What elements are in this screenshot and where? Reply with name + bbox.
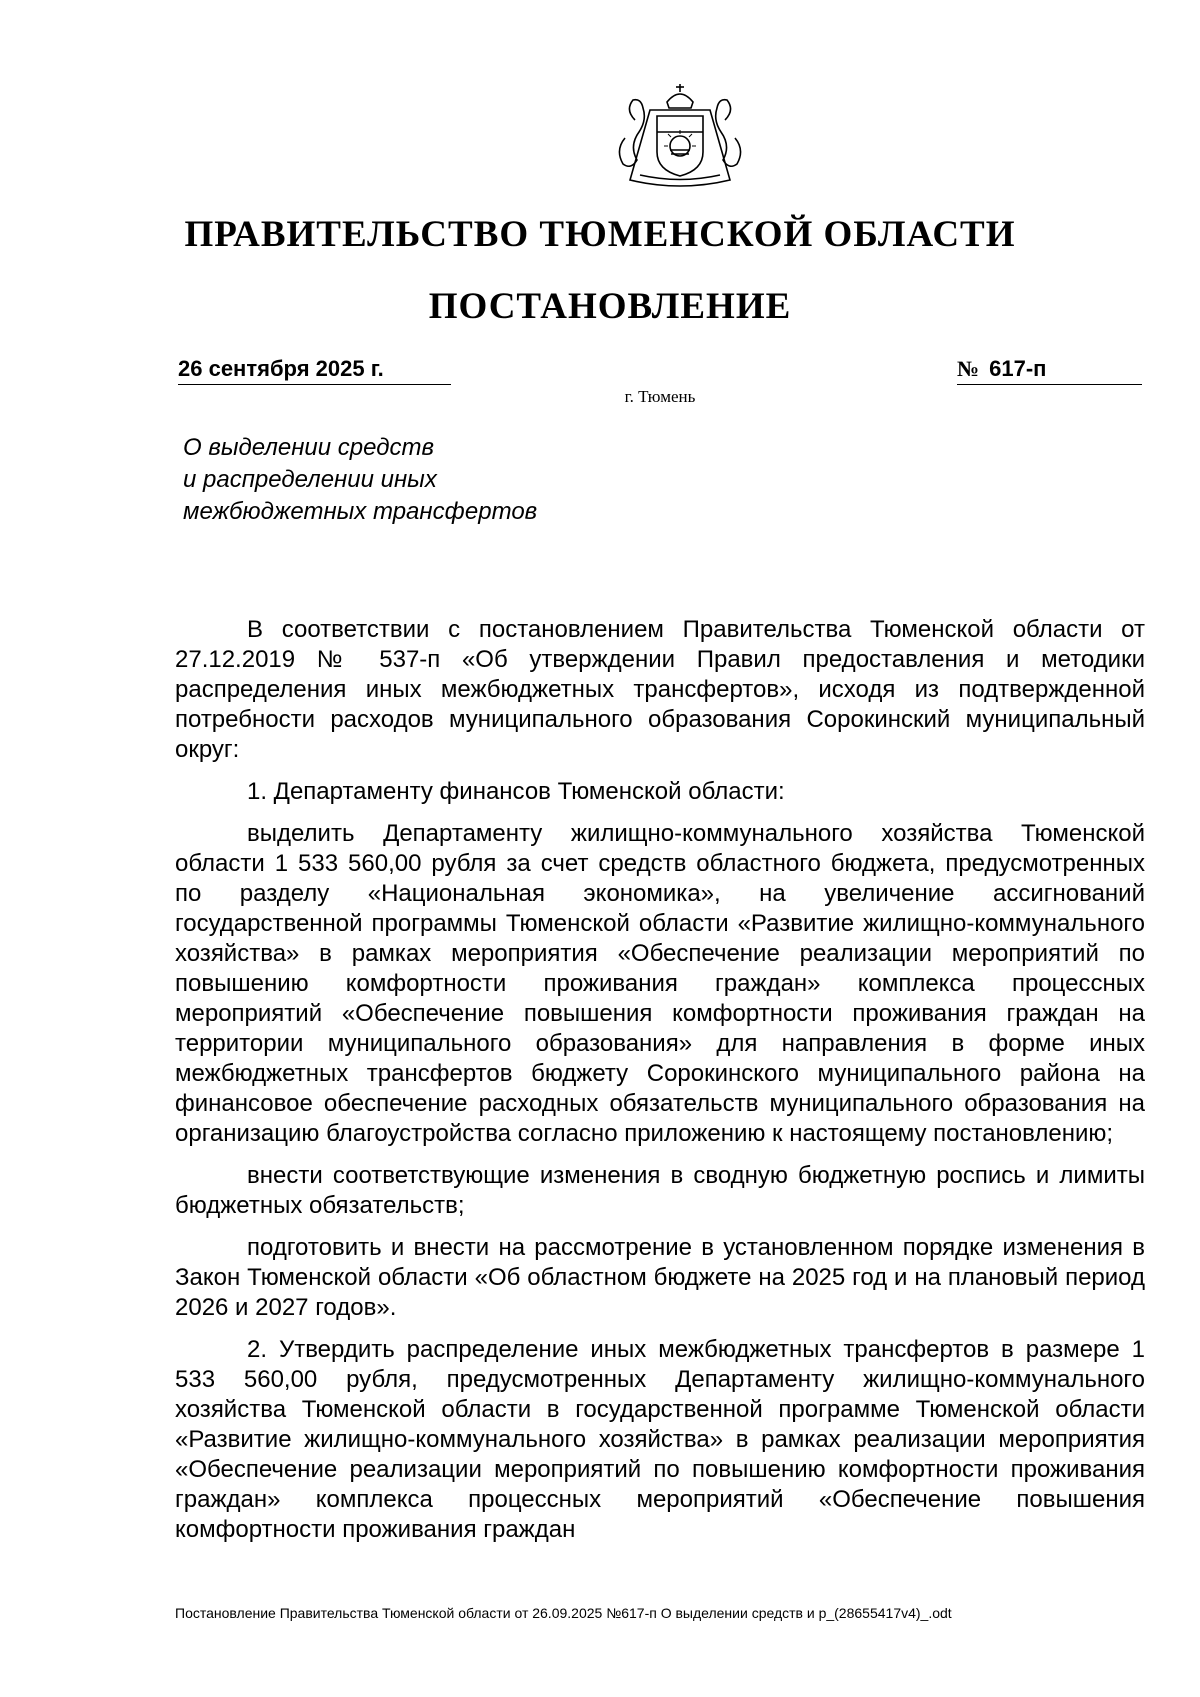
paragraph: внести соответствующие изменения в сводную бюджетную роспись и лимиты бюджетных обязательств; xyxy=(175,1162,1145,1219)
city-name: г. Тюмень xyxy=(624,387,696,406)
subject-line: О выделении средств xyxy=(183,434,435,461)
paragraph: подготовить и внести на рассмотрение в установленном порядке изменения в Закон Тюменской области «Об областном бюджете на 2025 год и на плановый период 2026 и 2027 годов». xyxy=(175,1234,1145,1321)
paragraph: В соответствии с постановлением Правительства Тюменской области от 27.12.2019 № 537-п «Об утверждении Правил предоставления и методики распределения иных межбюджетных трансфертов», исходя из подтвержденной потребности расходов муниципального образования Сорокинский муниципальный округ: xyxy=(175,616,1145,763)
document-subject xyxy=(183,432,633,528)
subject-line: межбюджетных трансфертов xyxy=(183,498,538,525)
page-footer: Постановление Правительства Тюменской области от 26.09.2025 №617-п О выделении средств и р_(28655417v4)_.odt xyxy=(175,1605,952,1621)
document-date: 26 сентября 2025 г. xyxy=(178,356,451,385)
paragraph: 2. Утвердить распределение иных межбюджетных трансфертов в размере 1 533 560,00 рубля, предусмотренных Департаменту жилищно-коммунального хозяйства Тюменской области в государственной программе Тюменской области «Развитие жилищно-коммунального хозяйства» в рамках реализации мероприятия «Обеспечение реализации мероприятий по повышению комфортности проживания граждан» комплекса процессных мероприятий «Обеспечение повышения комфортности проживания граждан xyxy=(175,1336,1145,1543)
document-type-title: ПОСТАНОВЛЕНИЕ xyxy=(428,286,792,327)
document-number: 617-п xyxy=(989,356,1047,381)
coat-of-arms-emblem xyxy=(595,80,765,200)
paragraph: 1. Департаменту финансов Тюменской области: xyxy=(247,778,785,805)
organization-title: ПРАВИТЕЛЬСТВО ТЮМЕНСКОЙ ОБЛАСТИ xyxy=(184,214,1016,255)
subject-line: и распределении иных xyxy=(183,466,437,493)
document-body xyxy=(175,615,1145,1557)
document-number-line xyxy=(957,356,1142,385)
paragraph: выделить Департаменту жилищно-коммунального хозяйства Тюменской области 1 533 560,00 рубля за счет средств областного бюджета, предусмотренных по разделу «Национальная экономика», на увеличение ассигнований государственной программы Тюменской области «Развитие жилищно-коммунального хозяйства» в рамках мероприятия «Обеспечение реализации мероприятий по повышению комфортности проживания граждан» комплекса процессных мероприятий «Обеспечение повышения комфортности проживания граждан на территории муниципального образования» для направления в форме иных межбюджетных трансфертов бюджету Сорокинского муниципального района на финансовое обеспечение расходных обязательств муниципального образования на организацию благоустройства согласно приложению к настоящему постановлению; xyxy=(175,820,1145,1147)
number-label: № xyxy=(957,356,980,381)
